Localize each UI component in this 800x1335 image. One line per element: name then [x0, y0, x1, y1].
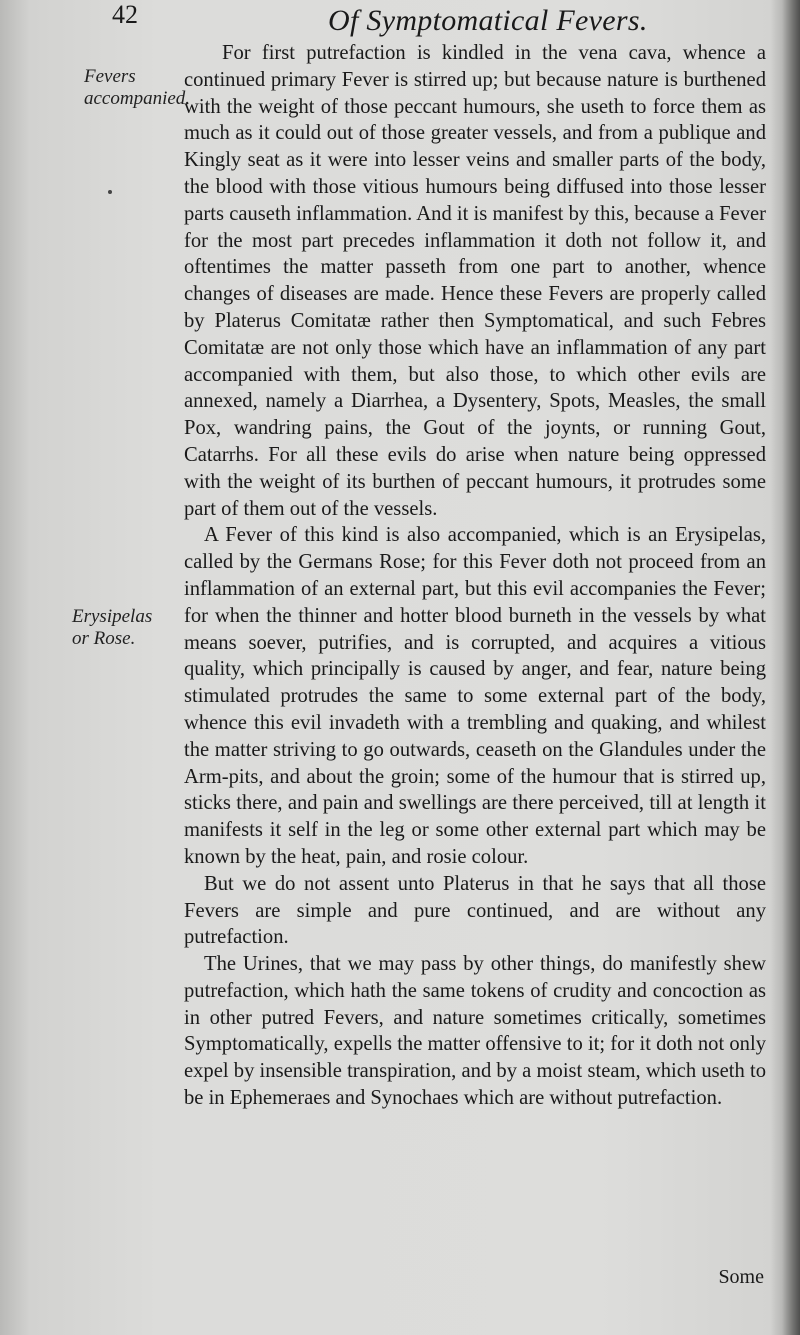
running-head: Of Symptomatical Fevers. — [328, 4, 648, 37]
paragraph-fevers-accompanied: For first putrefaction is kindled in the vena cava, whence a continued primary Fever is stirred up; but because nature is burthened with the weight of those peccant humours, she useth to force them as much as it could out of those greater vessels, and from a publique and Kingly seat as it were into lesser veins and smaller parts of the body, the blood with those vitious humours being diffused into those lesser parts causeth inflammation. And it is manifest by this, because a Fever for the most part precedes inflammation it doth not follow it, and oftentimes the matter passeth from one part to another, whence changes of diseases are made. Hence these Fevers are properly called by Platerus Comitatæ rather then Symptomatical, and such Febres Comitatæ are not only those which have an inflammation of any part accompanied with them, but also those, to which other evils are annexed, namely a Diarrhea, a Dysentery, Spots, Measles, the small Pox, wandring pains, the Gout of the joynts, or running Gout, Catarrhs. For all these evils do arise when nature being oppressed with the weight of its burthen of peccant humours, it protrudes some part of them out of the vessels. — [184, 42, 766, 520]
body-text — [184, 40, 766, 1112]
margin-note-fevers-accompanied: Fevers accompanied. — [84, 66, 191, 109]
paragraph-erysipelas: A Fever of this kind is also accompanied, which is an Erysipelas, called by the Germans Rose; for this Fever doth not proceed from an inflammation of an external part, but this evil accompanies the Fever; for when the thinner and hotter blood burneth in the vessels by what means soever, putrifies, and is corrupted, and acquires a vitious quality, which principally is caused by anger, and fear, nature being stimulated protrudes the same to some external part of the body, whence this evil invadeth with a trembling and quaking, and whilest the matter striving to go outwards, ceaseth on the Glandules under the Arm-pits, and about the groin; some of the humour that is stirred up, sticks there, and pain and swellings are there perceived, till at length it manifests it self in the leg or some other external part which may be known by the heat, pain, and rosie colour. — [184, 524, 766, 868]
catchword: Some — [718, 1266, 764, 1288]
ink-speck — [108, 190, 112, 194]
paragraph-urines: The Urines, that we may pass by other things, do manifestly shew putrefaction, which hath the same tokens of crudity and concoction as in other putred Fevers, and nature sometimes critically, sometimes Symptomatically, expells the matter offensive to it; for it doth not only expel by insensible transpiration, and by a moist steam, which useth to be in Ephemeraes and Synochaes which are without putrefaction. — [184, 953, 766, 1110]
paragraph-platerus-dissent: But we do not assent unto Platerus in that he says that all those Fevers are simple and pure continued, and are without any putrefaction. — [184, 872, 766, 949]
page-number: 42 — [112, 0, 138, 29]
margin-note-erysipelas: Erysipelas or Rose. — [72, 606, 153, 649]
page-edge-shadow — [782, 0, 800, 1335]
